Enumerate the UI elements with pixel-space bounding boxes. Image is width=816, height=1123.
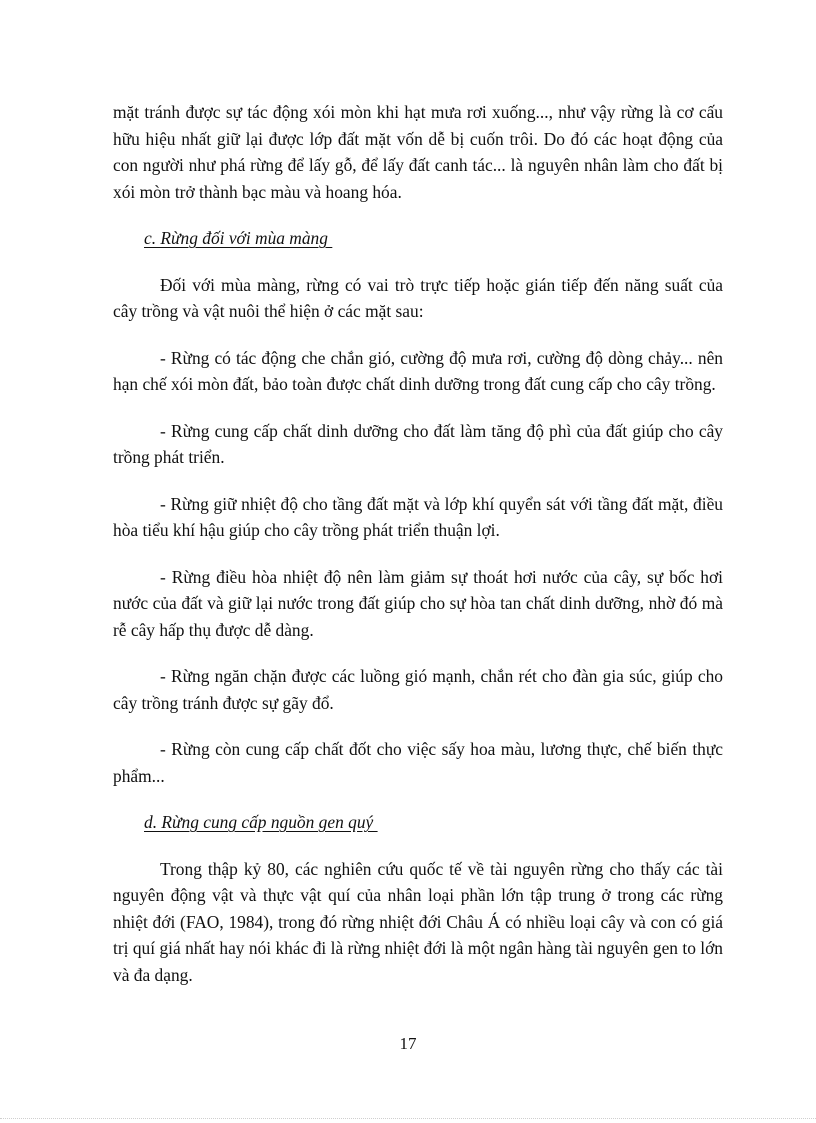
list-item-water-retention: - Rừng điều hòa nhiệt độ nên làm giảm sự thoát hơi nước của cây, sự bốc hơi nước của đất và giữ lại nước trong đất giúp cho sự hòa tan chất dinh dưỡng, nhờ đó mà rễ cây hấp thụ được dễ dàng.	[113, 566, 723, 640]
list-item-fuel: - Rừng còn cung cấp chất đốt cho việc sấy hoa màu, lương thực, chế biến thực phẩm...	[113, 739, 723, 786]
paragraph-crops-intro: Đối với mùa màng, rừng có vai trò trực tiếp hoặc gián tiếp đến năng suất của cây trồng và vật nuôi thể hiện ở các mặt sau:	[113, 274, 723, 321]
document-body	[113, 99, 723, 1008]
page-bottom-divider	[0, 1118, 816, 1119]
list-item-wind-break: - Rừng ngăn chặn được các luồng gió mạnh, chắn rét cho đàn gia súc, giúp cho cây trồng tránh được sự gãy đổ.	[113, 666, 723, 713]
list-item-soil-temperature: - Rừng giữ nhiệt độ cho tầng đất mặt và lớp khí quyển sát với tầng đất mặt, điều hòa tiểu khí hậu giúp cho cây trồng phát triển thuận lợi.	[113, 493, 723, 540]
paragraph-erosion-continuation: mặt tránh được sự tác động xói mòn khi hạt mưa rơi xuống..., như vậy rừng là cơ cấu hữu hiệu nhất giữ lại được lớp đất mặt vốn dễ bị cuốn trôi. Do đó các hoạt động của con người như phá rừng để lấy gỗ, để lấy đất canh tác... là nguyên nhân làm cho đất bị xói mòn trở thành bạc màu và hoang hóa.	[113, 102, 723, 202]
section-heading-d: d. Rừng cung cấp nguồn gen quý	[144, 812, 378, 832]
section-heading-c: c. Rừng đối với mùa màng	[144, 228, 333, 248]
list-item-wind-shield: - Rừng có tác động che chắn gió, cường độ mưa rơi, cường độ dòng chảy... nên hạn chế xói mòn đất, bảo toàn được chất dinh dưỡng trong đất cung cấp cho cây trồng.	[113, 347, 723, 394]
list-item-nutrients: - Rừng cung cấp chất dinh dưỡng cho đất làm tăng độ phì của đất giúp cho cây trồng phát triển.	[113, 420, 723, 467]
paragraph-gene-resources: Trong thập kỷ 80, các nghiên cứu quốc tế về tài nguyên rừng cho thấy các tài nguyên động vật và thực vật quí của nhân loại phần lớn tập trung ở trong các rừng nhiệt đới (FAO, 1984), trong đó rừng nhiệt đới Châu Á có nhiều loại cây và con có giá trị quí giá nhất hay nói khác đi là rừng nhiệt đới là một ngân hàng tài nguyên gen to lớn và đa dạng.	[113, 858, 723, 985]
page-number: 17	[399, 1034, 417, 1053]
